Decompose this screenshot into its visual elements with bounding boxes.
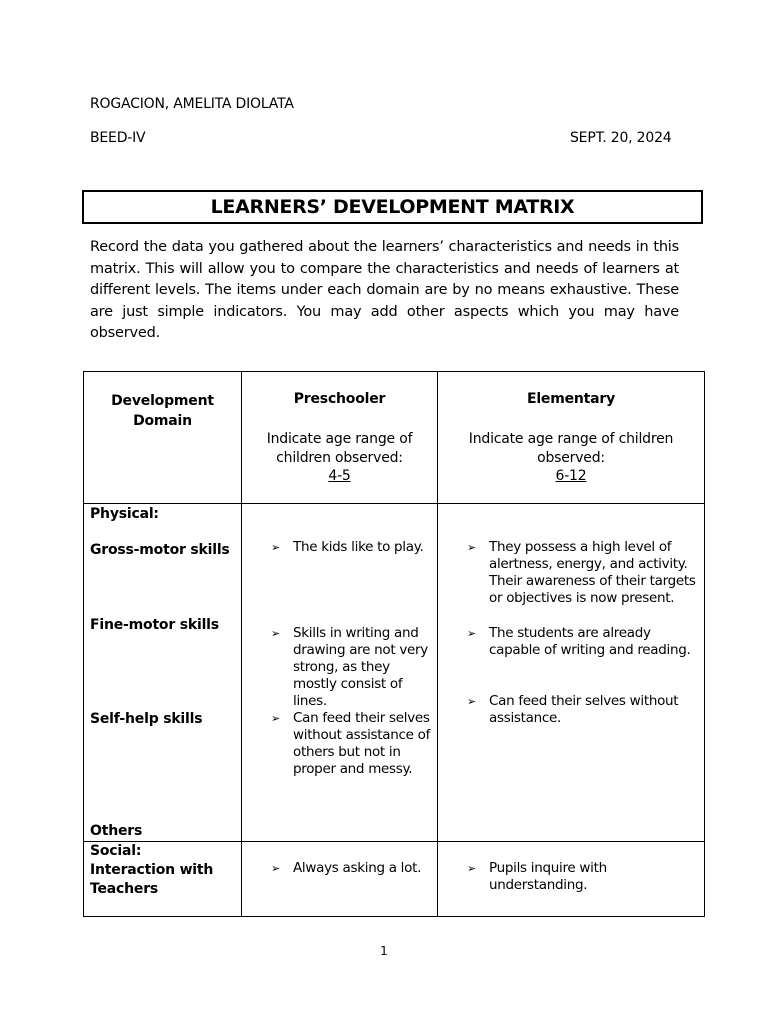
intro-paragraph: Record the data you gathered about the learners’ characteristics and needs in this matrix. This will allow you to compare the characteristics and needs of learners at different levels. The items under each domain are by no means exhaustive. These are just simple indicators. You may add other aspects which you may have observed. (90, 239, 679, 341)
preschooler-interaction-text: Always asking a lot. (293, 860, 422, 876)
elementary-age-range: 6-12 (555, 468, 587, 484)
table-border-top (83, 371, 705, 372)
domain-physical: Physical: (90, 506, 159, 522)
preschooler-interaction-item (271, 860, 433, 877)
elementary-gross-motor-item (467, 539, 699, 607)
preschooler-self-help-text: Can feed their selves without assistance of others but not in proper and messy. (293, 710, 431, 777)
table-border-left (83, 371, 84, 917)
preschooler-fine-motor-text: Skills in writing and drawing are not very strong, as they mostly consist of lines. (293, 625, 428, 709)
preschooler-gross-motor-item (271, 539, 433, 556)
preschooler-gross-motor-text: The kids like to play. (293, 539, 424, 555)
domain-interaction-teachers: Interaction with Teachers (90, 862, 214, 897)
student-name: ROGACION, AMELITA DIOLATA (90, 96, 294, 112)
arrow-bullet-icon: ➢ (467, 627, 476, 640)
elementary-fine-motor-text: The students are already capable of writing and reading. (489, 625, 691, 658)
elementary-self-help-text: Can feed their selves without assistance. (489, 693, 679, 726)
table-col-divider-1 (241, 371, 242, 917)
arrow-bullet-icon: ➢ (467, 695, 476, 708)
course-label: BEED-IV (90, 130, 146, 146)
elementary-fine-motor-item (467, 625, 699, 659)
elementary-interaction-text: Pupils inquire with understanding. (489, 860, 607, 893)
elementary-interaction-item (467, 860, 701, 894)
page-number: 1 (380, 944, 388, 958)
elementary-age-label: Indicate age range of children observed: (468, 431, 674, 466)
domain-social: Social: (90, 843, 142, 859)
arrow-bullet-icon: ➢ (271, 541, 280, 554)
table-border-bottom (83, 916, 705, 917)
table-border-right (704, 371, 705, 917)
table-col-divider-2 (437, 371, 438, 917)
col-header-preschooler: Preschooler (293, 391, 386, 407)
table-row-divider (83, 841, 705, 842)
document-title: LEARNERS’ DEVELOPMENT MATRIX (82, 190, 703, 224)
table-header-divider (83, 503, 705, 504)
col-header-domain: Development Domain (111, 393, 214, 429)
col-header-elementary: Elementary (526, 391, 616, 407)
domain-fine-motor: Fine-motor skills (90, 617, 219, 633)
arrow-bullet-icon: ➢ (467, 541, 476, 554)
preschooler-fine-motor-item (271, 625, 433, 710)
elementary-gross-motor-text: They possess a high level of alertness, energy, and activity. Their awareness of their targets or objectives is now present. (489, 539, 696, 606)
preschooler-self-help-item (271, 710, 433, 778)
arrow-bullet-icon: ➢ (271, 627, 280, 640)
arrow-bullet-icon: ➢ (467, 862, 476, 875)
elementary-self-help-item (467, 693, 699, 727)
arrow-bullet-icon: ➢ (271, 862, 280, 875)
arrow-bullet-icon: ➢ (271, 712, 280, 725)
preschooler-age-range: 4-5 (328, 468, 351, 484)
domain-self-help: Self-help skills (90, 711, 203, 727)
date-label: SEPT. 20, 2024 (570, 130, 672, 146)
domain-gross-motor: Gross-motor skills (90, 542, 230, 558)
preschooler-age-label: Indicate age range of children observed: (266, 431, 413, 466)
domain-others: Others (90, 823, 143, 839)
